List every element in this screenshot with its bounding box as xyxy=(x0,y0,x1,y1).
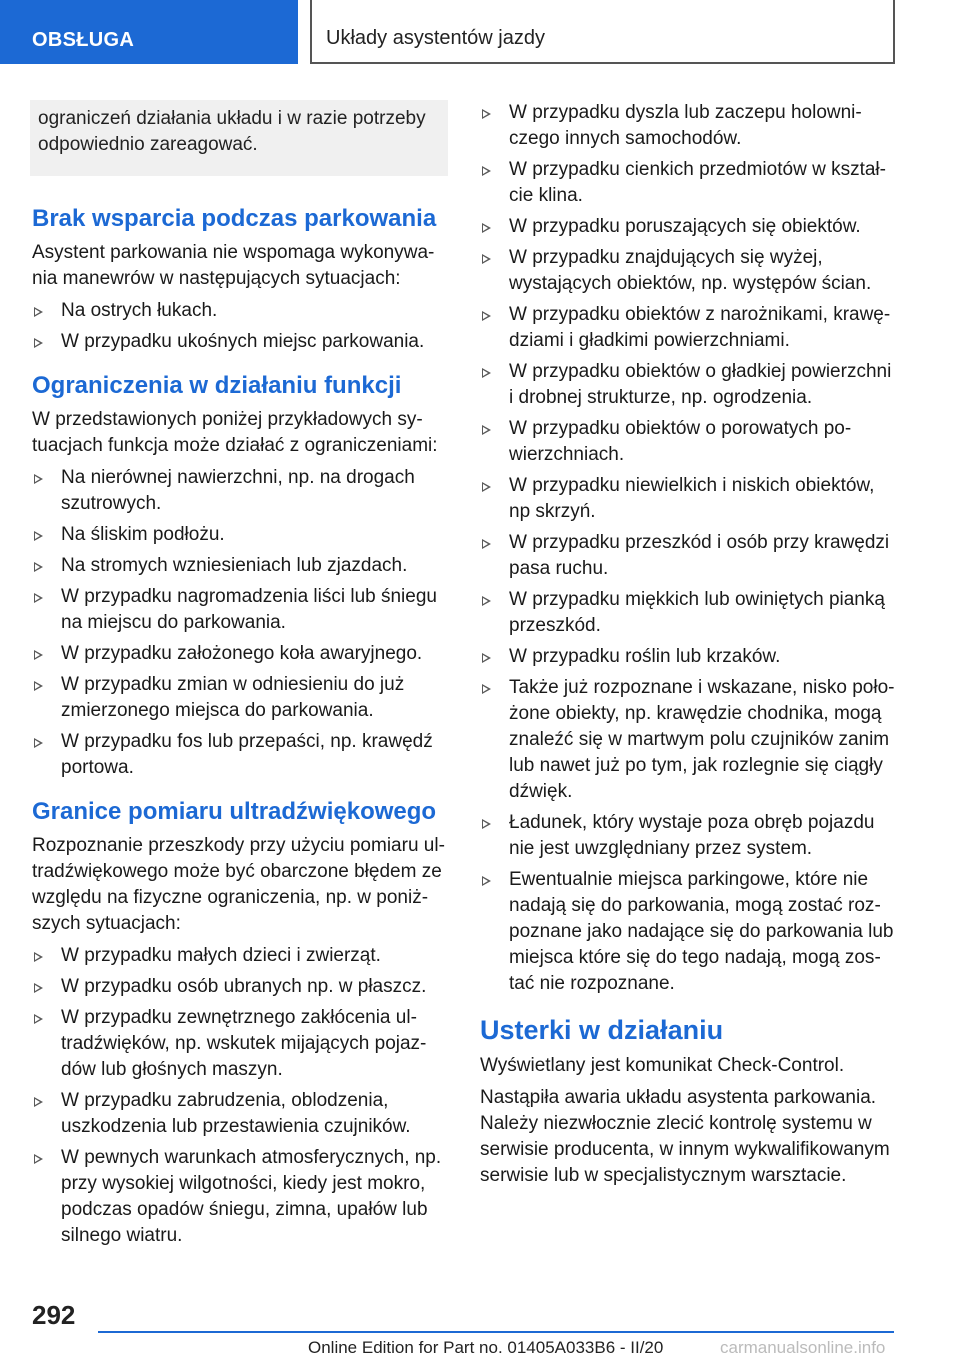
list-item: W przypadku dyszla lub zaczepu holowniczego innych samochodów. xyxy=(480,100,896,152)
triangle-bullet-icon xyxy=(482,425,491,435)
list-item: W przypadku cienkich przedmiotów w kształcie klina. xyxy=(480,157,896,209)
list-item: W przypadku poruszających się obiektów. xyxy=(480,214,896,240)
heading-ultrasonic-limits: Granice pomiaru ultradźwiękowego xyxy=(32,798,437,825)
triangle-bullet-icon xyxy=(34,1014,43,1024)
triangle-bullet-icon xyxy=(34,338,43,348)
list-function-limits xyxy=(32,465,448,781)
list-item: W przypadku obiektów o porowatych powierzchniach. xyxy=(480,416,896,468)
list-item: W przypadku zabrudzenia, oblodzenia, uszkodzenia lub przestawienia czujników. xyxy=(32,1088,448,1140)
triangle-bullet-icon xyxy=(482,368,491,378)
list-item: W przypadku obiektów o gładkiej powierzchni i drobnej strukturze, np. ogrodzenia. xyxy=(480,359,896,411)
triangle-bullet-icon xyxy=(34,1154,43,1164)
note-box: ograniczeń działania układu i w razie potrzeby odpowiednio zareagować. xyxy=(30,100,448,176)
list-item: W przypadku fos lub przepaści, np. krawędź portowa. xyxy=(32,729,448,781)
list-item: W przypadku osób ubranych np. w płaszcz. xyxy=(32,974,448,1000)
list-item: W przypadku małych dzieci i zwierząt. xyxy=(32,943,448,969)
triangle-bullet-icon xyxy=(482,596,491,606)
list-item: W przypadku zewnętrznego zakłócenia ultradźwięków, np. wskutek mijających pojazdów lub głośnych maszyn. xyxy=(32,1005,448,1083)
list-item: W pewnych warunkach atmosferycznych, np. przy wysokiej wilgotności, kiedy jest mokro, podczas opadów śniegu, zimna, upałów lub silnego wiatru. xyxy=(32,1145,448,1249)
triangle-bullet-icon xyxy=(34,1097,43,1107)
chapter-title: Układy asystentów jazdy xyxy=(310,0,895,64)
right-column xyxy=(480,100,896,1195)
intro-no-parking-support: Asystent parkowania nie wspomaga wykonywania manewrów w następujących sytuacjach: xyxy=(32,242,435,289)
heading-malfunctions: Usterki w działaniu xyxy=(480,1015,724,1045)
triangle-bullet-icon xyxy=(482,653,491,663)
triangle-bullet-icon xyxy=(34,593,43,603)
list-item: W przypadku niewielkich i niskich obiektów, np skrzyń. xyxy=(480,473,896,525)
list-item: Także już rozpoznane i wskazane, nisko położone obiekty, np. krawędzie chodnika, mogą znaleźć się w martwym polu czujników zanim lub nawet już po tym, jak rozlegnie się ciągły dźwięk. xyxy=(480,675,896,805)
footer-divider xyxy=(98,1331,894,1333)
list-item: Na ostrych łukach. xyxy=(32,298,448,324)
triangle-bullet-icon xyxy=(482,311,491,321)
list-ultrasonic-limits-continued xyxy=(480,100,896,997)
footer-watermark: carmanualsonline.info xyxy=(720,1338,886,1357)
list-item: W przypadku miękkich lub owiniętych pianką przeszkód. xyxy=(480,587,896,639)
triangle-bullet-icon xyxy=(482,254,491,264)
list-item: W przypadku założonego koła awaryjnego. xyxy=(32,641,448,667)
footer-edition: Online Edition for Part no. 01405A033B6 - II/20 xyxy=(308,1338,664,1357)
list-no-parking-support xyxy=(32,298,448,355)
list-item: W przypadku znajdujących się wyżej, wystających obiektów, np. występów ścian. xyxy=(480,245,896,297)
heading-no-parking-support: Brak wsparcia podczas parkowania xyxy=(32,205,437,232)
triangle-bullet-icon xyxy=(482,482,491,492)
list-ultrasonic-limits xyxy=(32,943,448,1249)
page-number: 292 xyxy=(32,1300,76,1330)
triangle-bullet-icon xyxy=(34,681,43,691)
triangle-bullet-icon xyxy=(482,876,491,886)
intro-function-limits: W przedstawionych poniżej przykładowych sytuacjach funkcja może działać z ograniczeniami: xyxy=(32,409,438,456)
triangle-bullet-icon xyxy=(482,819,491,829)
list-item: W przypadku obiektów z narożnikami, krawędziami i gładkimi powierzchniami. xyxy=(480,302,896,354)
triangle-bullet-icon xyxy=(34,474,43,484)
list-item: W przypadku ukośnych miejsc parkowania. xyxy=(32,329,448,355)
triangle-bullet-icon xyxy=(482,684,491,694)
list-item: Ładunek, który wystaje poza obręb pojazdu nie jest uwzględniany przez system. xyxy=(480,810,896,862)
triangle-bullet-icon xyxy=(34,983,43,993)
malfunction-message: Wyświetlany jest komunikat Check-Control. xyxy=(480,1055,845,1076)
triangle-bullet-icon xyxy=(34,650,43,660)
list-item: Na stromych wzniesieniach lub zjazdach. xyxy=(32,553,448,579)
triangle-bullet-icon xyxy=(34,738,43,748)
malfunction-description: Nastąpiła awaria układu asystenta parkowania. Należy niezwłocznie zlecić kontrolę systemu w serwisie producenta, w innym wykwalifikowanym serwisie lub w specjalistycznym warsztacie. xyxy=(480,1087,890,1186)
list-item: Na nierównej nawierzchni, np. na drogach szutrowych. xyxy=(32,465,448,517)
triangle-bullet-icon xyxy=(482,109,491,119)
left-column xyxy=(32,100,448,1265)
heading-function-limits: Ograniczenia w działaniu funkcji xyxy=(32,372,402,399)
triangle-bullet-icon xyxy=(34,952,43,962)
section-tab: OBSŁUGA xyxy=(0,0,298,64)
triangle-bullet-icon xyxy=(482,166,491,176)
list-item: Na śliskim podłożu. xyxy=(32,522,448,548)
list-item: Ewentualnie miejsca parkingowe, które nie nadają się do parkowania, mogą zostać rozpoznane jako nadające się do parkowania lub miejsca które się do tego nadają, mogą zostać nie rozpoznane. xyxy=(480,867,896,997)
triangle-bullet-icon xyxy=(482,223,491,233)
list-item: W przypadku roślin lub krzaków. xyxy=(480,644,896,670)
list-item: W przypadku zmian w odniesieniu do już zmierzonego miejsca do parkowania. xyxy=(32,672,448,724)
triangle-bullet-icon xyxy=(34,562,43,572)
list-item: W przypadku przeszkód i osób przy krawędzi pasa ruchu. xyxy=(480,530,896,582)
intro-ultrasonic-limits: Rozpoznanie przeszkody przy użyciu pomiaru ultradźwiękowego może być obarczone błędem ze względu na fizyczne ograniczenia, np. w poniższych sytuacjach: xyxy=(32,835,445,934)
triangle-bullet-icon xyxy=(34,307,43,317)
triangle-bullet-icon xyxy=(34,531,43,541)
triangle-bullet-icon xyxy=(482,539,491,549)
list-item: W przypadku nagromadzenia liści lub śniegu na miejscu do parkowania. xyxy=(32,584,448,636)
